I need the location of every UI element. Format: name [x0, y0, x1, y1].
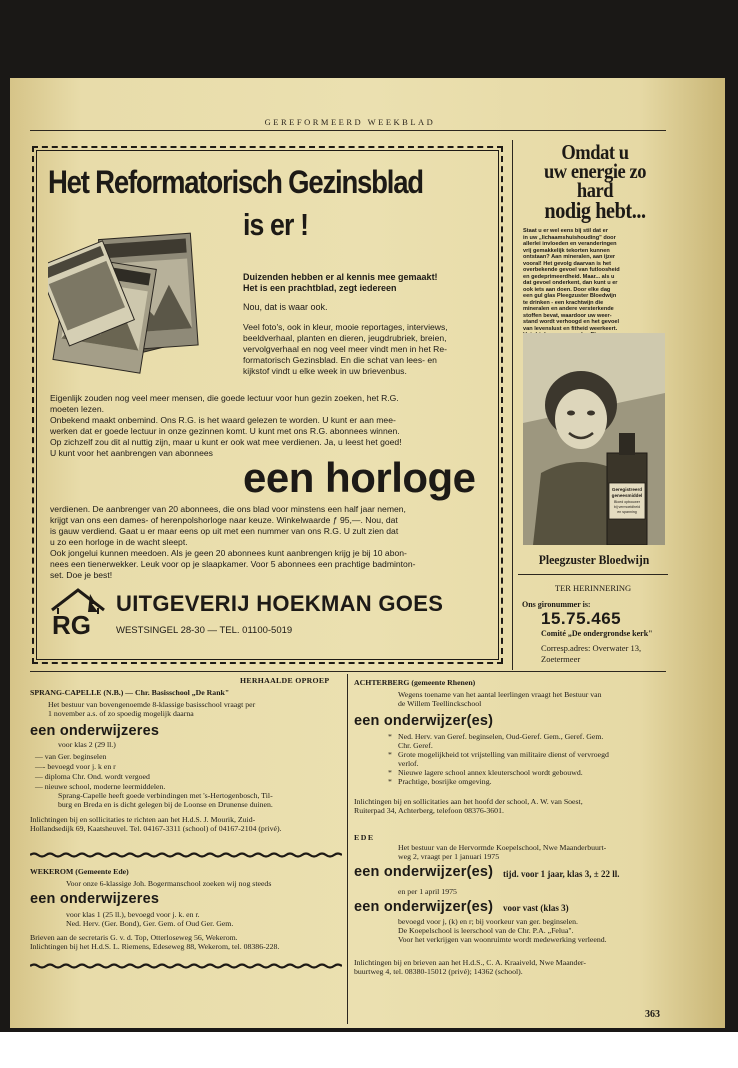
wine-ad-rule — [518, 574, 668, 575]
ede-ad-title: EDE — [354, 833, 375, 842]
list-item — [388, 732, 604, 741]
text-line: U kunt voor het aanbrengen van abonnees — [50, 448, 213, 458]
list-item-text: Chr. Geref. — [398, 741, 433, 750]
ad-subheadline: is er ! — [243, 207, 309, 242]
label-line: geneesmiddel — [611, 493, 643, 498]
bullet-icon: * — [388, 732, 392, 741]
list-item-text: verlof. — [398, 759, 419, 768]
sprang-ad-heading: een onderwijzeres — [30, 723, 160, 739]
text-line: Eigenlijk zouden nog veel meer mensen, die goede lectuur voor hun gezin zoeken, het R.G. — [50, 393, 399, 403]
text-line: Ook jongelui kunnen meedoen. Als je geen 20 abonnees kunt aanbrengen krijg je bij 10 abon- — [50, 548, 407, 558]
list-item-text: Nieuwe lagere school annex kleuterschool wordt gebouwd. — [398, 768, 583, 777]
wekerom-ad-title: WEKEROM (Gemeente Ede) — [30, 867, 129, 876]
ede-ad-vacancy: voor vast (klas 3) — [503, 903, 569, 913]
text-line: moeten lezen. — [50, 404, 104, 414]
sprang-ad-class: voor klas 2 (29 ll.) — [58, 740, 116, 749]
text-line: buurtweg 4, tel. 08380-15012 (privé); 14362 (school). — [354, 967, 523, 976]
magazine-stack-image — [48, 222, 228, 377]
ad-affirmation: Nou, dat is waar ook. — [243, 302, 328, 312]
text-line: voor klas 1 (25 ll.), bevoegd voor j. k. en r. — [66, 910, 200, 919]
text-line: Ruiterpad 34, Achterberg, telefoon 08376-3601. — [354, 806, 504, 815]
bottom-margin — [0, 1032, 738, 1068]
label-line: bij vermoeidheid — [613, 505, 641, 509]
text-line: nees een tienerwekker. Leuk voor op je slaapkamer. Voor 5 abonnees een prachtige badminton- — [50, 559, 416, 569]
ede-ad-second-date: en per 1 april 1975 — [398, 887, 457, 896]
text-line: 1 november a.s. of zo spoedig mogelijk daarna — [48, 709, 194, 718]
headline-line: uw energie zo — [543, 159, 647, 183]
wekerom-ad-heading: een onderwijzeres — [30, 891, 160, 907]
text-line: Op zichzelf zou dit al nuttig zijn, maar u kunt er ook wat mee verdienen. Ja, u leest het goed! — [50, 437, 402, 447]
publisher-logo-icon — [48, 586, 108, 638]
text-line: set. Doe je best! — [50, 570, 113, 580]
wine-brand: Pleegzuster Bloedwijn — [538, 552, 650, 567]
ede-ad-contact — [354, 958, 586, 976]
text-line: Wegens toename van het aantal leerlingen vraagt het Bestuur van — [398, 690, 602, 699]
ad-prize-heading: een horloge — [243, 454, 476, 501]
text-line: weg 2, vraagt per 1 januari 1975 — [398, 852, 500, 861]
list-item — [388, 750, 609, 759]
text-line: werken dat er goede lectuur in onze gezinnen komt. U kunt met ons R.G. abonnees winnen. — [50, 426, 400, 436]
text-line: Brieven aan de secretaris G. v. d. Top, Otterloseweg 56, Wekerom. — [30, 933, 238, 942]
ad-claim-line-2: Het is een prachtblad, zegt iedereen — [243, 283, 397, 293]
headline-line: hard — [576, 178, 614, 202]
text-line: burg en Breda en is dicht gelegen bij de Loonse en Drunense duinen. — [58, 800, 273, 809]
list-item: — nieuwe school, moderne leermiddelen. — [35, 782, 166, 791]
text-line: stoffen bevat, waardoor uw weer- — [523, 312, 612, 319]
page-number: 363 — [645, 1009, 660, 1020]
header-rule — [30, 130, 666, 131]
memorial-committee: Comité „De ondergrondse kerk" — [541, 629, 653, 638]
achterberg-ad-heading: een onderwijzer(es) — [354, 713, 494, 729]
text-line: in uw „lichaamshuishouding" door — [523, 234, 616, 241]
memorial-address-line: Corresp.adres: Overwater 13, — [541, 643, 642, 653]
text-line: overbekende gevoel van futloosheid — [523, 267, 620, 273]
wine-ad-photo — [523, 333, 665, 545]
text-line: dat gevoel onderkent, dan kunt u er — [523, 280, 618, 286]
wavy-divider — [30, 852, 342, 858]
label-line: en spanning — [617, 510, 637, 514]
ede-ad-intro — [398, 843, 606, 861]
ede-ad-requirements — [398, 917, 607, 944]
ad-recruit-paragraph — [50, 393, 402, 459]
list-item — [388, 777, 492, 786]
text-line: ontstaan? Aan mineralen, aan ijzer — [523, 254, 616, 260]
text-line: Staat u er wel eens bij stil dat er — [523, 228, 608, 234]
text-line: vrij gemakkelijk tekorten kunnen — [523, 247, 610, 254]
wekerom-ad-class — [66, 910, 233, 928]
memorial-account-number: 15.75.465 — [541, 609, 622, 628]
text-line: Het bestuur van bovengenoemde 8-klassige basisschool vraagt per — [48, 700, 256, 709]
sprang-ad-location — [58, 791, 273, 809]
label-line: Geregistreerd — [611, 487, 643, 492]
text-line: en gedeprimeerdheid. Maar... als u — [523, 273, 615, 280]
text-line: bevoegd voor j, (k) en r; bij voorkeur van ger. beginselen. — [398, 917, 578, 926]
text-line: Onbekend maakt onbemind. Ons R.G. is het waard gelezen te worden. U kunt er aan mee- — [50, 415, 396, 425]
text-line: de Willem Teellinckschool — [398, 699, 482, 708]
sprang-ad-contact — [30, 815, 282, 833]
ad-claim-line-1: Duizenden hebben er al kennis mee gemaakt! — [243, 272, 438, 282]
text-line: Inlichtingen bij het H.d.S. L. Riemens, Edeseweg 88, Wekerom, tel. 08386-228. — [30, 942, 280, 951]
text-line: Sprang-Capelle heeft goede verbindingen met 's-Hertogenbosch, Til- — [58, 791, 273, 800]
repeat-notice: HERHAALDE OPROEP — [240, 676, 330, 685]
running-head: GEREFORMEERD WEEKBLAD — [264, 117, 436, 127]
text-line: De Koepelschool is leerschool van de Chr. P.A. „Felua". — [398, 926, 574, 935]
memorial-address-line: Zoetermeer — [541, 654, 581, 664]
headline-line: Omdat u — [561, 140, 629, 164]
text-line: mineralen en andere versterkende — [523, 306, 614, 312]
wavy-divider — [30, 963, 342, 969]
headline-line: nodig hebt... — [544, 198, 646, 223]
wekerom-ad-intro: Voor onze 6-klassige Joh. Bogermanschool zoeken wij nog steeds — [66, 879, 272, 888]
ad-headline: Het Reformatorisch Gezinsblad — [48, 164, 423, 200]
sprang-ad-intro — [48, 700, 255, 718]
publisher-address: WESTSINGEL 28-30 — TEL. 01100-5019 — [116, 625, 293, 636]
text-line: van levenslust en fitheid weerkeert. — [523, 325, 618, 332]
ad-prize-paragraph — [50, 504, 415, 581]
text-line: Voor het verkrijgen van woonruimte wordt medewerking verleend. — [398, 935, 607, 944]
text-line: allerlei invloeden en veranderingen — [523, 241, 617, 247]
sprang-ad-title: SPRANG-CAPELLE (N.B.) — Chr. Basisschool „De Rank" — [30, 688, 230, 697]
text-line: Inlichtingen bij en sollicitaties te richten aan het H.d.S. J. Mourik, Zuid- — [30, 815, 256, 824]
list-item — [388, 768, 583, 777]
list-item: — diploma Chr. Ond. wordt vergoed — [35, 772, 150, 781]
text-line: kijkstof vindt u elke week in uw brievenbus. — [243, 366, 407, 376]
text-line: ook iets aan doen. Door elke dag — [523, 286, 611, 293]
text-line: vooral! Het gevolg daarvan is het — [523, 260, 611, 267]
list-item: —- bevoegd voor j. k en r — [35, 762, 116, 771]
list-item — [398, 759, 419, 768]
ede-ad-vacancy: tijd. voor 1 jaar, klas 3, ± 22 ll. — [503, 869, 620, 879]
ad-features-paragraph — [243, 322, 448, 377]
achterberg-ad-intro — [398, 690, 602, 708]
text-line: te drinken - een krachtwijn die — [523, 299, 604, 306]
wekerom-ad-contact — [30, 933, 279, 951]
list-item-text: Prachtige, bosrijke omgeving. — [398, 777, 492, 786]
text-line: stand wordt verhoogd en het gevoel — [523, 319, 620, 325]
publisher-name: UITGEVERIJ HOEKMAN GOES — [116, 591, 444, 616]
achterberg-ad-contact — [354, 797, 583, 815]
memorial-account-label: Ons gironummer is: — [522, 600, 591, 609]
text-line: verdienen. De aanbrenger van 20 abonnees, die ons blad voor minstens een half jaar nemen, — [50, 504, 406, 514]
text-line: formatorisch Gezinsblad. En die schat van lees- en — [243, 355, 437, 365]
list-item-text: Grote mogelijkheid tot vrijstelling van militaire dienst of vervroegd — [398, 750, 609, 759]
text-line: Hollandsedijk 69, Kaatsheuvel. Tel. 04167-3311 (school) of 04167-2104 (privé). — [30, 824, 282, 833]
achterberg-ad-title: ACHTERBERG (gemeente Rhenen) — [354, 678, 476, 687]
section-rule — [30, 671, 666, 672]
memorial-title: TER HERINNERING — [554, 583, 632, 593]
text-line: vervolgverhaal en nog veel meer vindt men in het Re- — [243, 344, 447, 354]
ede-ad-heading: een onderwijzer(es) — [354, 864, 494, 880]
label-line: Bloed opbouwer — [614, 500, 640, 504]
logo-letters: RG — [52, 610, 91, 638]
bullet-icon: * — [388, 777, 392, 786]
list-item — [398, 741, 433, 750]
text-line: is gauw verdiend. Gaat u er maar eens op uit met een nummer van ons R.G. U zult zien dat — [50, 526, 399, 536]
text-line: beeldverhaal, planten en dieren, jeugdrubriek, breien, — [243, 333, 447, 343]
wine-ad-headline — [529, 140, 661, 223]
text-line: Veel foto's, ook in kleur, mooie reportages, interviews, — [243, 322, 448, 332]
text-line: Inlichtingen bij en brieven aan het H.d.S., C. A. Kraaiveld, Nwe Maander- — [354, 958, 586, 967]
column-divider — [347, 674, 348, 1024]
text-line: Inlichtingen bij en sollicitaties aan het hoofd der school, A. W. van Soest, — [354, 797, 583, 806]
list-item-text: Ned. Herv. van Geref. beginselen, Oud-Geref. Gem., Geref. Gem. — [398, 732, 604, 741]
text-line: Het bestuur van de Hervormde Koepelschool, Nwe Maanderbuurt- — [398, 843, 607, 852]
text-line: krijgt van ons een dames- of herenpolshorloge naar keuze. Winkelwaarde ƒ 95,—. Nou, dat — [50, 515, 398, 525]
text-line: een gul glas Pleegzuster Bloedwijn — [523, 293, 617, 299]
bullet-icon: * — [388, 768, 392, 777]
bullet-icon: * — [388, 750, 392, 759]
text-line: Ned. Herv. (Ger. Bond), Ger. Gem. of Oud Ger. Gem. — [66, 919, 234, 928]
column-divider — [512, 140, 513, 670]
list-item: — van Ger. beginselen — [35, 752, 107, 761]
ede-ad-heading: een onderwijzer(es) — [354, 899, 494, 915]
text-line: u zo een horloge in de wacht sleept. — [50, 537, 188, 547]
